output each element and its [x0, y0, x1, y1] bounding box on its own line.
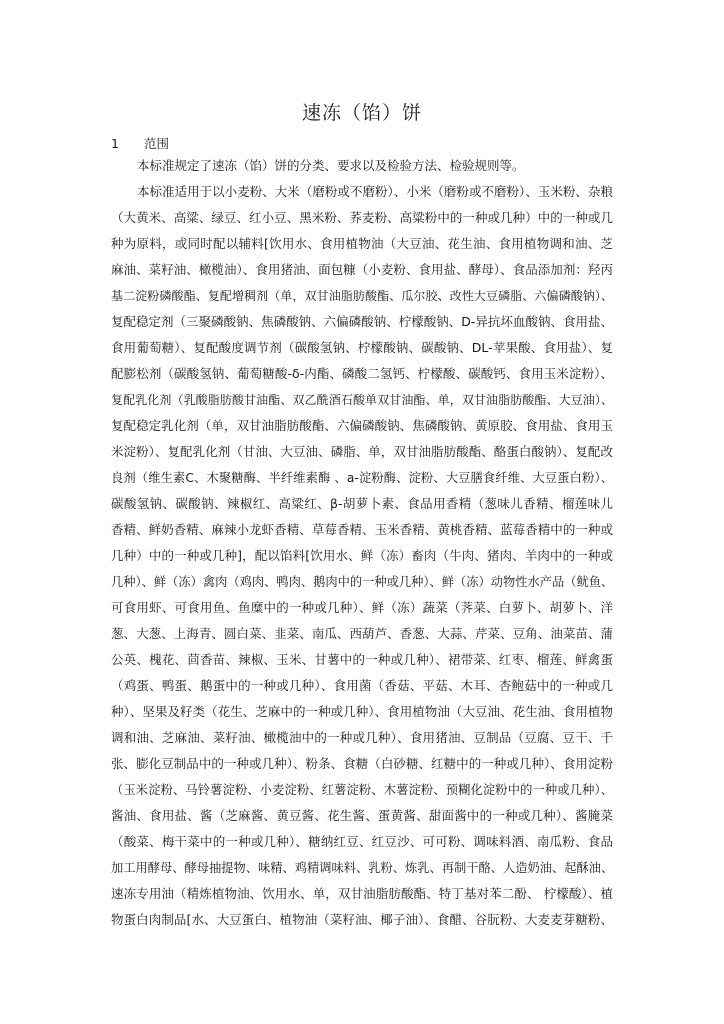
section-heading	[111, 135, 169, 153]
paragraph-line: 调和油、芝麻油、菜籽油、橄榄油中的一种或几种）、食用猪油、豆制品（豆腐、豆干、千	[111, 730, 613, 745]
paragraph-line: 速冻专用油（精炼植物油、饮用水、单，双甘油脂肪酸酯、特丁基对苯二酚、 柠檬酸）、植	[111, 886, 613, 901]
paragraph-line: 米淀粉）、复配乳化剂（甘油、大豆油、磷脂、单，双甘油脂肪酸酯、酪蛋白酸钠）、复配改	[111, 444, 613, 459]
paragraph-line: 碳酸氢钠、碳酸钠、辣椒红、高粱红、β-胡萝卜素、食品用香精（葱味儿香精、榴莲味儿	[111, 496, 613, 511]
document-title: 速冻（馅）饼	[301, 102, 422, 124]
paragraph-line: 公英、槐花、茴香苗、辣椒、玉米、甘薯中的一种或几种）、裙带菜、红枣、榴莲、鲜禽蛋	[111, 652, 613, 667]
paragraph-line: 食用葡萄糖）、复配酸度调节剂（碳酸氢钠、柠檬酸钠、碳酸钠、DL-苹果酸、食用盐）、复	[111, 340, 613, 355]
paragraph-line: 几种）、鲜（冻）禽肉（鸡肉、鸭肉、鹅肉中的一种或几种）、鲜（冻）动物性水产品（鱿鱼、	[111, 575, 613, 589]
paragraph-line: 本标准适用于以小麦粉、大米（磨粉或不磨粉）、小米（磨粉或不磨粉）、玉米粉、杂粮	[137, 184, 613, 199]
paragraph-line: 复配稳定剂（三聚磷酸钠、焦磷酸钠、六偏磷酸钠、柠檬酸钠、D-异抗坏血酸钠、食用盐、	[111, 314, 613, 329]
paragraph-line: 种）、坚果及籽类（花生、芝麻中的一种或几种）、食用植物油（大豆油、花生油、食用植物	[111, 704, 613, 719]
paragraph-line: （酸菜、梅干菜中的一种或几种）、糖纳红豆、红豆沙、可可粉、调味料酒、南瓜粉、食品	[111, 834, 613, 849]
paragraph-line: 良剂（维生素C、木聚糖酶、半纤维素酶 、a-淀粉酶、淀粉、大豆膳食纤维、大豆蛋白粉）、	[111, 471, 613, 485]
paragraph-line: 本标准规定了速冻（馅）饼的分类、要求以及检验方法、检验规则等。	[137, 158, 525, 173]
section-number: 1	[111, 136, 119, 151]
paragraph-line: 酱油、食用盐、酱（芝麻酱、黄豆酱、花生酱、蛋黄酱、甜面酱中的一种或几种）、酱腌菜	[111, 808, 613, 823]
paragraph-line: （鸡蛋、鸭蛋、鹅蛋中的一种或几种）、食用菌（香菇、平菇、木耳、杏鲍菇中的一种或几	[111, 678, 613, 693]
paragraph-line: 复配稳定乳化剂（单，双甘油脂肪酸酯、六偏磷酸钠、焦磷酸钠、黄原胶、食用盐、食用玉	[111, 418, 613, 433]
paragraph-line: 几种）中的一种或几种]，配以馅料[饮用水、鲜（冻）畜肉（牛肉、猪肉、羊肉中的一种或	[111, 548, 613, 563]
paragraph-line: 配膨松剂（碳酸氢钠、葡萄糖酸-δ-内酯、磷酸二氢钙、柠檬酸、碳酸钙、食用玉米淀粉）、	[111, 366, 613, 381]
paragraph-line: 复配乳化剂（乳酸脂肪酸甘油酯、双乙酰酒石酸单双甘油酯、单，双甘油脂肪酸酯、大豆油）、	[111, 393, 613, 407]
paragraph-line: 麻油、菜籽油、橄榄油）、食用猪油、面包糠（小麦粉、食用盐、酵母）、食品添加剂：羟丙	[111, 262, 613, 277]
section-title: 范围	[144, 136, 170, 151]
paragraph-line: 基二淀粉磷酸酯、复配增稠剂（单，双甘油脂肪酸酯、瓜尔胶、改性大豆磷脂、六偏磷酸钠）、	[111, 289, 613, 303]
paragraph-line: （大黄米、高粱、绿豆、红小豆、黑米粉、荞麦粉、高粱粉中的一种或几种）中的一种或几	[111, 210, 613, 225]
paragraph-line: 加工用酵母、酵母抽提物、味精、鸡精调味料、乳粉、炼乳、再制干酪、人造奶油、起酥油、	[111, 861, 613, 875]
paragraph-line: 可食用虾、可食用鱼、鱼糜中的一种或几种）、鲜（冻）蔬菜（荠菜、白萝卜、胡萝卜、洋	[111, 600, 613, 615]
paragraph-line: 张、膨化豆制品中的一种或几种）、粉条、食糖（白砂糖、红糖中的一种或几种）、食用淀粉	[111, 756, 613, 771]
paragraph-line: 种为原料，或同时配以辅料[饮用水、食用植物油（大豆油、花生油、食用植物调和油、芝	[111, 236, 613, 251]
paragraph-line: （玉米淀粉、马铃薯淀粉、小麦淀粉、红薯淀粉、木薯淀粉、预糊化淀粉中的一种或几种）、	[111, 783, 613, 797]
paragraph-line: 葱、大葱、上海青、圆白菜、韭菜、南瓜、西葫芦、香葱、大蒜、芹菜、豆角、油菜苗、蒲	[111, 626, 613, 641]
paragraph-line: 物蛋白肉制品[水、大豆蛋白、植物油（菜籽油、椰子油）、食醋、谷朊粉、大麦麦芽糖粉、	[111, 912, 613, 927]
paragraph-line: 香精、鲜奶香精、麻辣小龙虾香精、草莓香精、玉米香精、黄桃香精、蓝莓香精中的一种或	[111, 522, 613, 537]
